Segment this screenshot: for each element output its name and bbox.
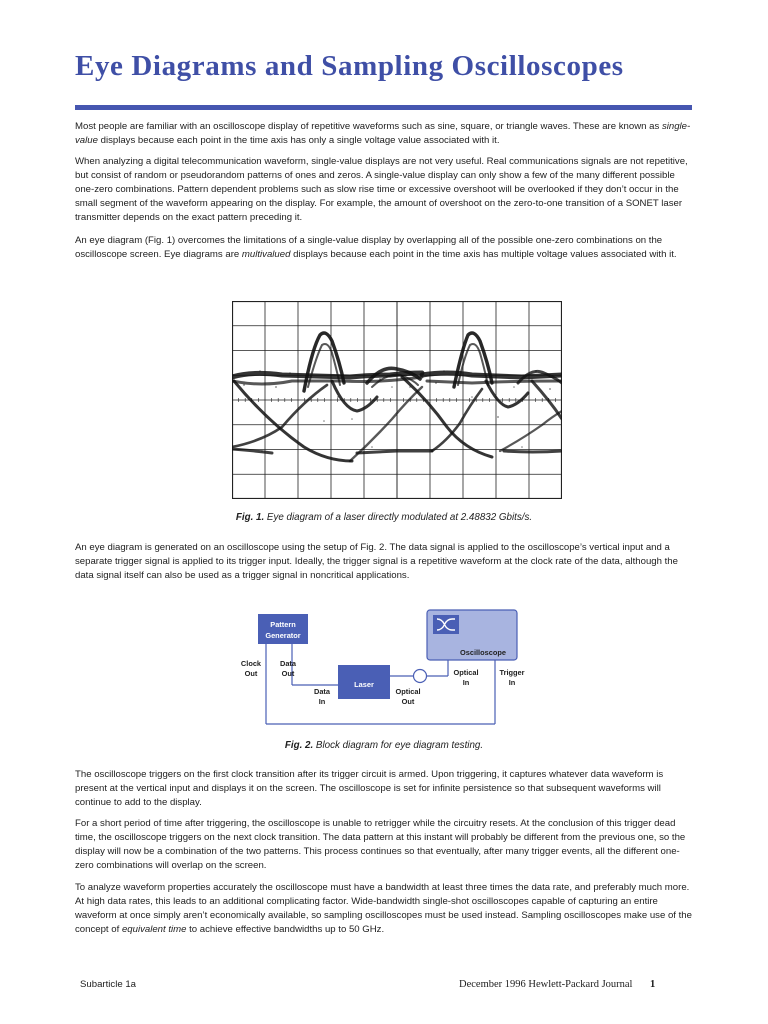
footer-journal: December 1996 Hewlett-Packard Journal [459,979,633,990]
title-rule [75,105,692,110]
paragraph-6: For a short period of time after triggering, the oscilloscope is unable to retrigger while the circuitry resets. At the conclusion of this trigger dead time, the oscilloscope triggers on the next clock transition. The data pattern at this instant will probably be different from the previous one, so the display will now be a combination of the two patterns. This process continues so that eventually, after many trigger events, all the different one-zero combinations will overlap on the screen. [75,818,686,872]
data-out-label-1: Data [279,659,297,668]
data-in-label-2: In [318,697,326,706]
paragraph-5: The oscilloscope triggers on the first clock transition after its trigger circuit is armed. Upon triggering, it captures whatever data waveform is present at the vertical input and displays it on the screen. The oscilloscope is set for infinite persistence so that subsequent waveforms will continue to add to the display. [75,769,664,809]
footer-page-number: 1 [650,979,656,990]
oscilloscope-label: Oscilloscope [459,648,507,657]
optical-in-label-1: Optical [453,668,479,677]
page-title: Eye Diagrams and Sampling Oscilloscopes [75,50,624,82]
paragraph-4: An eye diagram is generated on an oscilloscope using the setup of Fig. 2. The data signal is applied to the oscilloscope’s vertical input and a separate trigger signal is applied to its trigger input. Ideally, the trigger signal is a repetitive waveform at the clock rate of the data, although the data signal itself can also be used as a trigger signal in noncritical applications. [75,542,678,582]
optical-out-label-2: Out [401,697,415,706]
pattern-generator-label-2: Generator [265,631,301,640]
optical-out-label-1: Optical [395,687,421,696]
footer-subarticle: Subarticle 1a [80,979,136,990]
data-out-label-2: Out [281,669,295,678]
trigger-in-label-2: In [508,678,516,687]
eye-diagram-figure [232,301,562,499]
fig1-caption: Fig. 1. Eye diagram of a laser directly modulated at 2.48832 Gbits/s. [235,512,533,523]
paragraph-3: An eye diagram (Fig. 1) overcomes the limitations of a single-value display by overlapping all of the possible one-zero combinations on the oscilloscope screen. Eye diagrams are multivalued displays because each point in the time axis has multiple voltage values associated with it. [75,235,677,261]
laser-label: Laser [354,680,374,689]
clock-out-label-2: Out [244,669,258,678]
paragraph-7: To analyze waveform properties accurately the oscilloscope must have a bandwidth at least three times the data rate, and preferably much more. At high data rates, this leads to an additional complicating factor. Wide-bandwidth single-shot oscilloscopes capable of capturing an entire waveform at once simply aren’t economically available, so sampling oscilloscopes must be used instead. Sampling oscilloscopes make use of the concept of equivalent time to achieve effective bandwidths up to 50 GHz. [75,882,692,936]
paragraph-1: Most people are familiar with an oscilloscope display of repetitive waveforms such as sine, square, or triangle waves. These are known as single-value displays because each point in the time axis has only a single voltage value associated with it. [75,121,691,147]
eye-pattern-icon [433,615,459,634]
data-in-label-1: Data [313,687,331,696]
paragraph-2: When analyzing a digital telecommunication waveform, single-value displays are not very useful. Real communications signals are not repetitive, but consist of random or pseudorandom patterns of ones and zeros. A single-value display can only show a few of the many different possible one-zero combinations. Pattern dependent problems such as slow rise time or excessive overshoot will be overlooked if they don’t occur in the small segment of the waveform appearing on the display. For example, the amount of overshoot on the zero-to-one transition of a SONET laser transmitter depends on the exact pattern preceding it. [75,156,688,224]
clock-out-label-1: Clock [240,659,262,668]
trigger-in-label-1: Trigger [499,668,525,677]
block-diagram-figure [230,600,540,732]
eye-center-axis [232,301,562,499]
pattern-generator-label-1: Pattern [270,620,296,629]
optical-in-label-2: In [462,678,470,687]
fig2-caption: Fig. 2. Block diagram for eye diagram testing. [284,740,484,751]
